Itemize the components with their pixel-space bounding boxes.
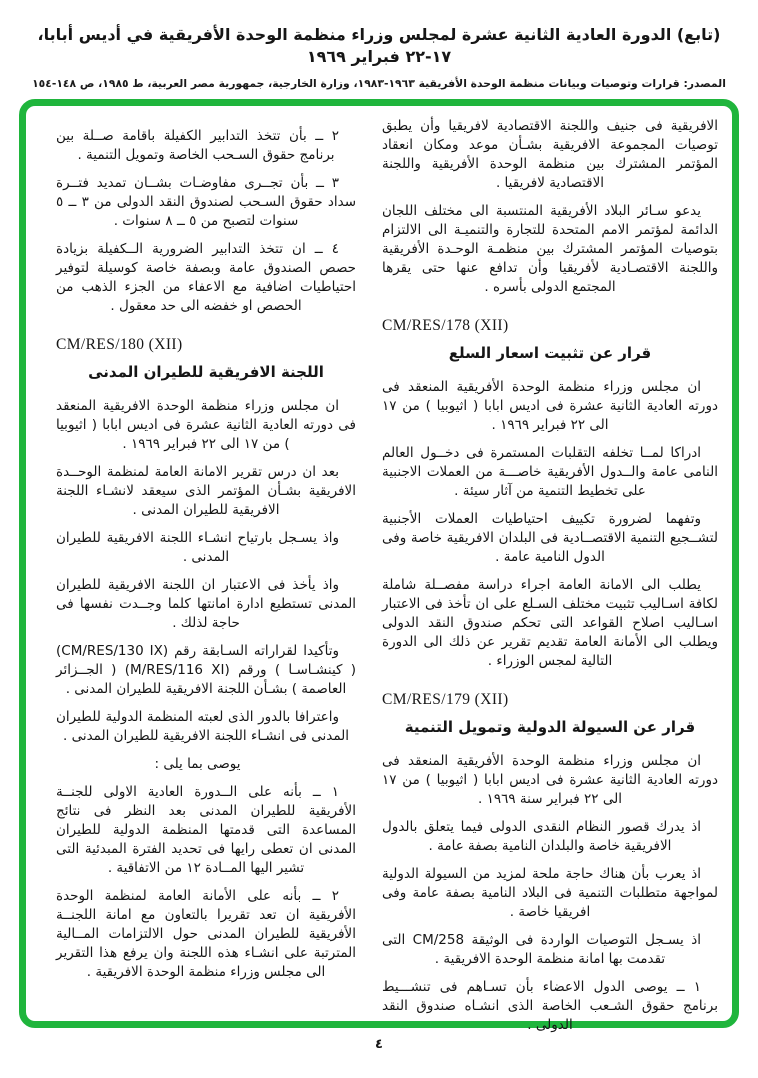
paragraph: الافريقية فى جنيف واللجنة الاقتصادية لافريقيا وأن يطبق توصيات المجموعة الافريقية بشـأن موعد ومكان انعقاد المؤتمر المشترك بين منظمة الوحدة الأفريقية واللجنة الاقتصادية لافريقيا . xyxy=(382,118,718,191)
paragraph: بعد ان درس تقرير الامانة العامة لمنظمة الوحــدة الافريقية بشـأن المؤتمر الذى سيعقد لانشـاء اللجنة الافريقية للطيران المدنى . xyxy=(56,464,356,518)
session-title: (تابع) الدورة العادية الثانية عشرة لمجلس وزراء منظمة الوحدة الأفريقية في أديس أبابا، ١٧-٢٢ فبراير ١٩٦٩ xyxy=(37,25,721,66)
resolution-ref: CM/RES/178 (XII) xyxy=(382,317,509,334)
page-header xyxy=(0,24,758,90)
page-number: ٤ xyxy=(375,1037,383,1052)
paragraph: وتفهما لضرورة تكييف احتياطيات العملات الأجنبية لتشــجيع التنمية الاقتصــادية فى البلدان الافريقية خاصة وفى الدول النامية عامة . xyxy=(382,511,718,565)
paragraph: يدعو سـائر البلاد الأفريقية المنتسبة الى مختلف اللجان الدائمة لمؤتمر الامم المتحدة للتجارة والتنميـة الى الالتزام بتوصيات المؤتمر المشترك بين منظمـة الوحـدة الأفريقية واللجنة الاقتصـادية لأفريقيا وأن تدافع عنها حتى يقرها المجتمع الدولى بأسره . xyxy=(382,203,718,295)
paragraph: اذ يسـجل التوصيات الواردة فى الوثيقة CM/258 التى تقدمت بها امانة منظمة الوحدة الافريقية . xyxy=(382,932,702,967)
paragraph: ٢ ــ بأنه على الأمانة العامة لمنظمة الوحدة الأفريقية ان تعد تقريرا بالتعاون مع امانة اللجنــة الأفريقية للطيران المدنى حول الالتزامات المــالية المترتبة على انشـاء هذه اللجنة وان يرفع هذا التقرير الى مجلس وزراء منظمة الوحدة الافريقية . xyxy=(56,888,356,980)
paragraph: ان مجلس وزراء منظمة الوحدة الأفريقية المنعقد فى دورته العادية الثانية عشرة فى اديس ابابا ( اثيوبيا ) من ١٧ الى ٢٢ فبراير ١٩٦٩ . xyxy=(382,379,718,433)
paragraph: واذ يأخذ فى الاعتبار ان اللجنة الافريقية للطيران المدنى تستطيع ادارة امانتها كلما وجــدت نفسها فى حاجة لذلك . xyxy=(56,577,356,631)
paragraph: ان مجلس وزراء منظمة الوحدة الأفريقية المنعقد فى دورته العادية الثانية عشرة فى اديس ابابا ( اثيوبيا ) من ١٧ الى ٢٢ فبراير سنة ١٩٦٩ . xyxy=(382,753,718,807)
paragraph: اذ يعرب بأن هناك حاجة ملحة لمزيد من السيولة الدولية لمواجهة متطلبات التنمية فى البلاد النامية بصفة عامة وفى افريقيا خاصة . xyxy=(382,866,718,920)
resolution-title: قرار عن السيولة الدولية وتمويل التنمية xyxy=(404,718,696,736)
paragraph: يوصى بما يلى : xyxy=(154,756,241,772)
paragraph: ادراكا لمــا تخلفه التقلبات المستمرة فى دخــول العالم النامى عامة والــدول الأفريقية خاصـــة من العملات الاجنبية على تخطيط التنمية من آثار سيئة . xyxy=(382,445,718,499)
source-citation: المصدر: قرارات وتوصيات وبيانات منظمة الوحدة الأفريقية ١٩٦٣-١٩٨٣، وزارة الخارجية، جمهورية مصر العربية، ط ١٩٨٥، ص ١٤٨-١٥٤ xyxy=(32,77,726,90)
resolution-title: قرار عن تثبيت اسعار السلع xyxy=(448,344,652,362)
paragraph: واذ يسـجل بارتياح انشـاء اللجنة الافريقية للطيران المدنى . xyxy=(56,530,339,565)
resolution-title: اللجنة الافريقية للطيران المدنى xyxy=(88,363,324,381)
column-right xyxy=(382,117,718,1044)
column-left xyxy=(56,117,356,1044)
paragraph: ان مجلس وزراء منظمة الوحدة الافريقية المنعقد فى دورته العادية الثانية عشرة فى اديس ابابا ( اثيوبيا ) من ١٧ الى ٢٢ فبراير ١٩٦٩ . xyxy=(56,398,356,452)
paragraph: ١ ــ بأنه على الــدورة العادية الاولى للجنــة الأفريقية للطيران المدنى بعد النظر فى نتائج المساعدة التى قدمتها المنظمة الدولية للطيران المدنى ان تعطى رايها فى تحديد الفترة المبدئية التى تشير اليها المــادة ١٢ من الاتفاقية . xyxy=(56,784,356,876)
paragraph: يطلب الى الامانة العامة اجراء دراسة مفصــلة شاملة لكافة اسـاليب تثبيت مختلف السـلع على ان تأخذ فى الاعتبار اسـاليب اصلاح القواعد التى تحكم صندوق النقد الدولى ويطلب الى الأمانة العامة تقديم تقرير عن ذلك الى الدورة التالية لمجس الوزراء . xyxy=(382,577,718,669)
paragraph: واعترافا بالدور الذى لعبته المنظمة الدولية للطيران المدنى فى انشـاء اللجنة الافريقية للطيران المدنى . xyxy=(56,709,349,744)
resolution-ref: CM/RES/179 (XII) xyxy=(382,691,509,708)
paragraph: اذ يدرك قصور النظام النقدى الدولى فيما يتعلق بالدول الافريقية خاصة والبلدان النامية بصفة عامة . xyxy=(382,819,701,854)
resolution-ref: CM/RES/180 (XII) xyxy=(56,336,183,353)
paragraph: ٣ ــ بأن تجــرى مفاوضـات بشــان تمديد فتــرة سداد حقوق السـحب لصندوق النقد الدولى من ٣ ــ ٥ سنوات لتصبح من ٥ ــ ٨ سنوات . xyxy=(56,175,356,229)
paragraph: وتأكيدا لقراراته السـابقة رقم (CM/RES/130 IX) ( كينشـاسـا ) ورقم (M/RES/116 XI) ( الجــزائر العاصمة ) بشـأن اللجنة الافريقية للطيران المدنى . xyxy=(56,643,356,697)
paragraph: ٤ ــ ان تتخذ التدابير الضرورية الــكفيلة بزيادة حصص الصندوق عامة وبصفة خاصة كوسيلة لتوفير احتياطيات اضافية مع الاعفاء من الجزء الذهب من الحصص او خفضه الى حد معقول . xyxy=(56,241,356,314)
paragraph: ١ ــ يوصى الدول الاعضاء بأن تسـاهم فى تنشـــيط برنامج حقوق الشـعب الخاصة الذى انشـاه صندوق النقد الدولى . xyxy=(382,979,718,1033)
document-body xyxy=(56,117,718,1044)
paragraph: ٢ ــ بأن تتخذ التدابير الكفيلة باقامة صــلة بين برنامج حقوق السـحب الخاصة وتمويل التنمية . xyxy=(56,128,339,163)
